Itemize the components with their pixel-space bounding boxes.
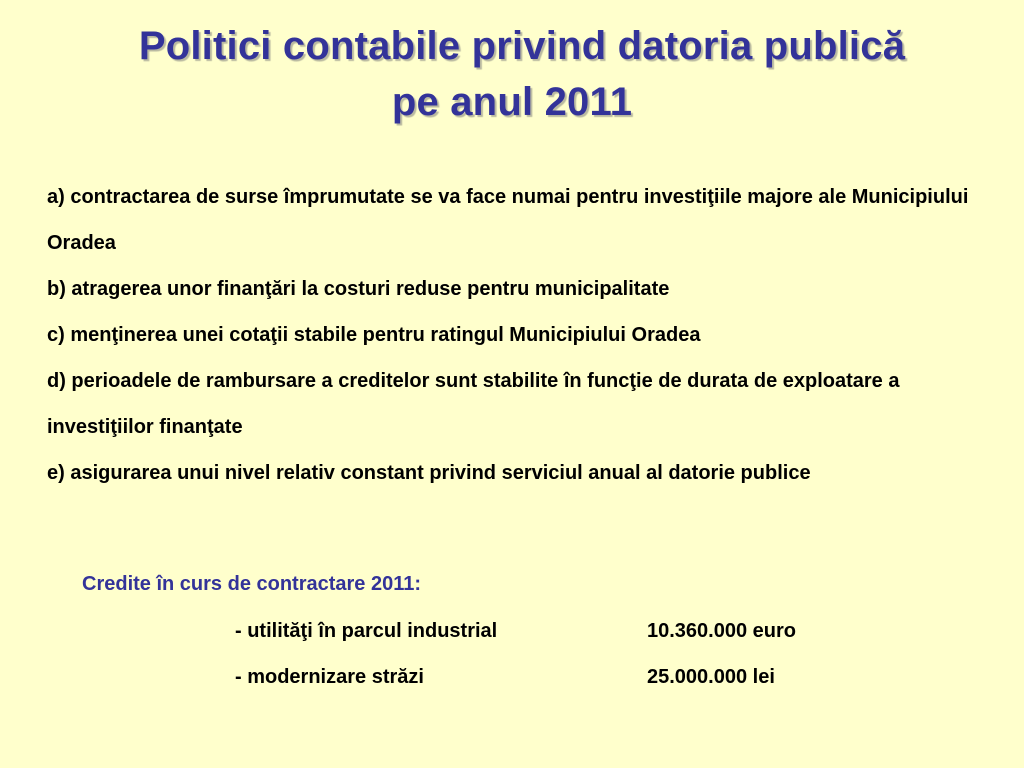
credit-amount: 10.360.000 euro — [647, 620, 796, 642]
credit-amount: 25.000.000 lei — [647, 666, 775, 688]
credit-label: - utilităţi în parcul industrial — [235, 620, 498, 642]
title-line-2: pe anul 2011 — [391, 80, 633, 124]
credit-label: - modernizare străzi — [235, 666, 424, 688]
credits-heading: Credite în curs de contractare 2011: — [82, 573, 422, 595]
policy-item-c: c) menţinerea unei cotaţii stabile pentru ratingul Municipiului Oradea — [47, 324, 701, 346]
credit-row-streets — [235, 661, 955, 693]
credit-row-industrial-park — [235, 615, 955, 647]
title-line-1: Politici contabile privind datoria publică — [138, 24, 906, 68]
policy-list — [47, 174, 1007, 496]
policy-item-d: d) perioadele de rambursare a creditelor sunt stabilite în funcţie de durata de exploatare a investiţiilor finanţate — [47, 370, 900, 438]
slide-title — [0, 18, 1024, 130]
policy-item-a: a) contractarea de surse împrumutate se va face numai pentru investiţiile majore ale Municipiului Oradea — [47, 186, 969, 254]
policy-item-b: b) atragerea unor finanţări la costuri reduse pentru municipalitate — [47, 278, 670, 300]
policy-item-e: e) asigurarea unui nivel relativ constant privind serviciul anual al datorie publice — [47, 462, 811, 484]
